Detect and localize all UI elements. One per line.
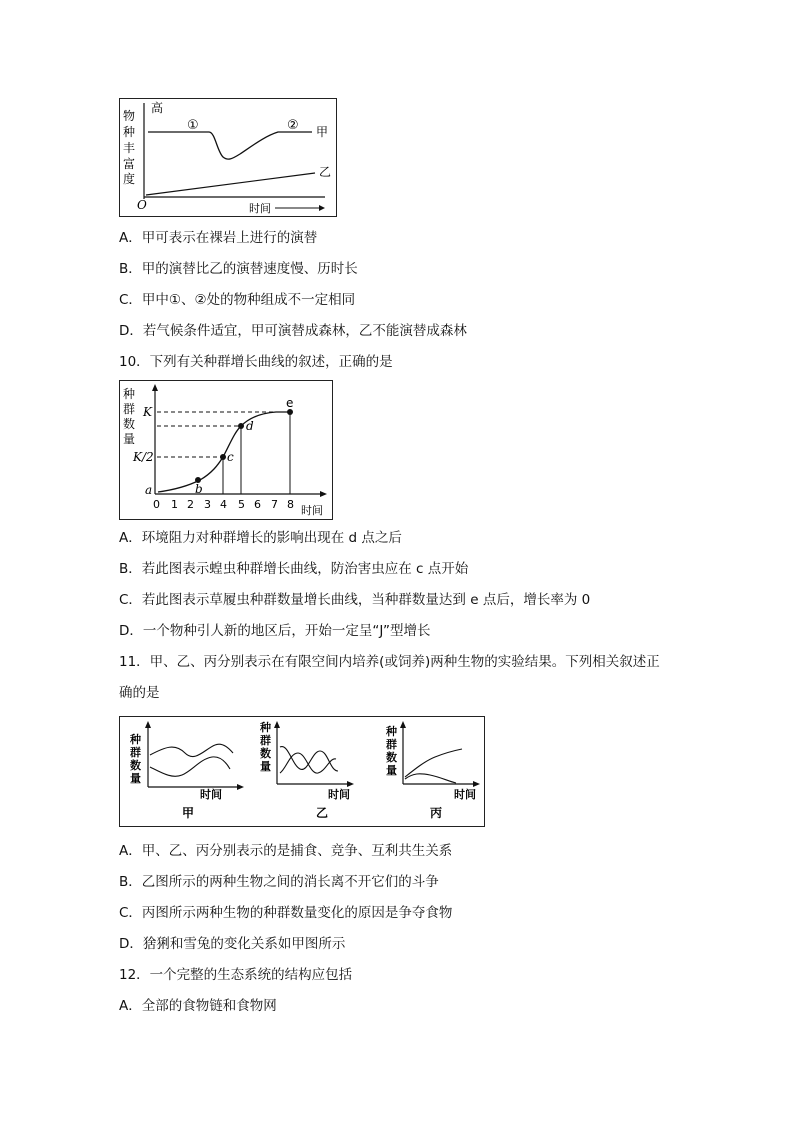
- fig2-y-label-char-1: 种: [123, 387, 136, 401]
- fig2-label-b: b: [195, 482, 203, 496]
- fig1-y-label-char-2: 种: [123, 125, 136, 139]
- panel-jia-y-char-3: 数: [130, 759, 141, 772]
- fig2-y-arrow: [152, 384, 158, 391]
- fig1-curve-yi-label: 乙: [319, 165, 332, 179]
- panel-jia: [129, 721, 244, 820]
- panel-bing-y-char-3: 数: [386, 751, 397, 764]
- q12-option-a: A．全部的食物链和食物网: [119, 998, 277, 1014]
- s-curve: [158, 412, 290, 492]
- q11-option-b: B．乙图所示的两种生物之间的消长离不开它们的斗争: [119, 874, 439, 890]
- q10-option-c: C．若此图表示草履虫种群数量增长曲线，当种群数量达到 e 点后，增长率为 0: [119, 592, 591, 608]
- s-curve-figure: [119, 380, 333, 520]
- panel-bing-x-label: 时间: [454, 788, 476, 801]
- q11-option-d: D．猞猁和雪兔的变化关系如甲图所示: [119, 936, 346, 952]
- q9-option-c: C．甲中①、②处的物种组成不一定相同: [119, 292, 356, 308]
- fig1-x-arrow-head: [319, 205, 325, 211]
- fig2-point-d: [238, 423, 244, 429]
- panel-yi-y-char-2: 群: [260, 734, 271, 747]
- q11-stem-line-1: 11．甲、乙、丙分别表示在有限空间内培养(或饲养)两种生物的实验结果。下列相关叙述正: [119, 654, 660, 670]
- panel-yi-x-label: 时间: [328, 788, 350, 801]
- curve-yi: [146, 173, 315, 195]
- fig2-tick-3: 3: [204, 498, 211, 511]
- fig2-tick-1: 1: [171, 498, 178, 511]
- panel-bing-x-arrow: [473, 781, 480, 787]
- panel-jia-y-char-4: 量: [130, 772, 141, 785]
- q10-option-d: D．一个物种引人新的地区后，开始一定呈“J”型增长: [119, 623, 431, 639]
- panel-jia-x-label: 时间: [200, 788, 222, 801]
- panel-bing: [385, 721, 480, 820]
- fig2-tick-4: 4: [220, 498, 227, 511]
- panel-yi-y-char-3: 数: [260, 747, 271, 760]
- panel-jia-y-char-2: 群: [130, 746, 141, 759]
- fig2-k-half-label: K/2: [133, 450, 154, 464]
- q9-option-d: D．若气候条件适宜，甲可演替成森林，乙不能演替成森林: [119, 323, 467, 339]
- fig1-y-label-char-3: 丰: [123, 141, 136, 155]
- fig2-tick-2: 2: [187, 498, 194, 511]
- fig1-origin: O: [137, 198, 147, 212]
- panel-yi: [259, 720, 354, 820]
- panel-jia-y-char-1: 种: [130, 733, 141, 746]
- panel-bing-y-char-4: 量: [386, 764, 397, 777]
- succession-figure: [119, 98, 337, 217]
- fig1-y-label-char-5: 度: [123, 172, 136, 186]
- q9-option-a: A．甲可表示在裸岩上进行的演替: [119, 230, 318, 246]
- fig2-tick-5: 5: [238, 498, 245, 511]
- fig2-tick-7: 7: [271, 498, 278, 511]
- panel-bing-title: 丙: [430, 806, 443, 820]
- panel-bing-y-arrow: [400, 721, 406, 728]
- fig1-x-label: 时间: [249, 202, 271, 215]
- panel-yi-curve-2: [280, 753, 336, 773]
- q11-stem-line-2: 确的是: [119, 685, 160, 701]
- panel-jia-title: 甲: [182, 806, 195, 820]
- fig2-label-d: d: [246, 419, 254, 433]
- fig1-y-label-char-1: 物: [123, 109, 136, 123]
- q11-option-a: A．甲、乙、丙分别表示的是捕食、竞争、互利共生关系: [119, 843, 453, 859]
- fig1-marker-2: ②: [287, 118, 299, 133]
- fig2-label-c: c: [227, 450, 234, 464]
- panel-yi-y-arrow: [274, 721, 280, 728]
- fig2-k-label: K: [143, 405, 152, 419]
- fig2-y-label-char-4: 量: [123, 432, 136, 446]
- panel-yi-x-arrow: [347, 781, 354, 787]
- q11-option-c: C．丙图所示两种生物的种群数量变化的原因是争夺食物: [119, 905, 453, 921]
- q12-stem: 12．一个完整的生态系统的结构应包括: [119, 967, 353, 983]
- fig2-tick-0: 0: [153, 498, 160, 511]
- fig2-point-c: [220, 454, 226, 460]
- panel-yi-y-char-4: 量: [260, 760, 271, 773]
- fig1-curve-jia-label: 甲: [316, 125, 329, 139]
- fig2-x-arrow: [320, 491, 327, 497]
- panel-yi-title: 乙: [316, 806, 329, 820]
- panel-bing-y-char-2: 群: [386, 738, 397, 751]
- panel-yi-curve-1: [280, 747, 338, 771]
- panel-bing-y-char-1: 种: [386, 725, 397, 738]
- fig1-y-high: 高: [151, 101, 164, 115]
- fig2-y-label-char-2: 群: [123, 402, 136, 416]
- panel-bing-curve-2: [405, 774, 456, 783]
- panel-bing-curve-1: [405, 749, 462, 777]
- q10-option-b: B．若此图表示蝗虫种群增长曲线，防治害虫应在 c 点开始: [119, 561, 469, 577]
- q10-stem: 10．下列有关种群增长曲线的叙述，正确的是: [119, 354, 393, 370]
- panel-jia-x-arrow: [237, 784, 244, 790]
- relationship-figure: [119, 716, 485, 827]
- panel-jia-curve-1: [150, 744, 233, 756]
- fig1-y-label-char-4: 富: [123, 157, 136, 171]
- panel-jia-curve-2: [150, 757, 230, 776]
- fig2-label-e: e: [286, 396, 294, 410]
- panel-yi-y-char-1: 种: [260, 721, 271, 734]
- curve-jia: [148, 132, 312, 159]
- panel-jia-y-arrow: [145, 721, 151, 728]
- fig2-x-label: 时间: [301, 504, 323, 517]
- q10-option-a: A．环境阻力对种群增长的影响出现在 d 点之后: [119, 530, 402, 546]
- fig2-tick-8: 8: [287, 498, 294, 511]
- q9-option-b: B．甲的演替比乙的演替速度慢、历时长: [119, 261, 358, 277]
- fig1-marker-1: ①: [187, 118, 199, 133]
- fig2-tick-6: 6: [254, 498, 261, 511]
- fig2-y-label-char-3: 数: [123, 417, 136, 431]
- fig2-label-a: a: [145, 483, 153, 497]
